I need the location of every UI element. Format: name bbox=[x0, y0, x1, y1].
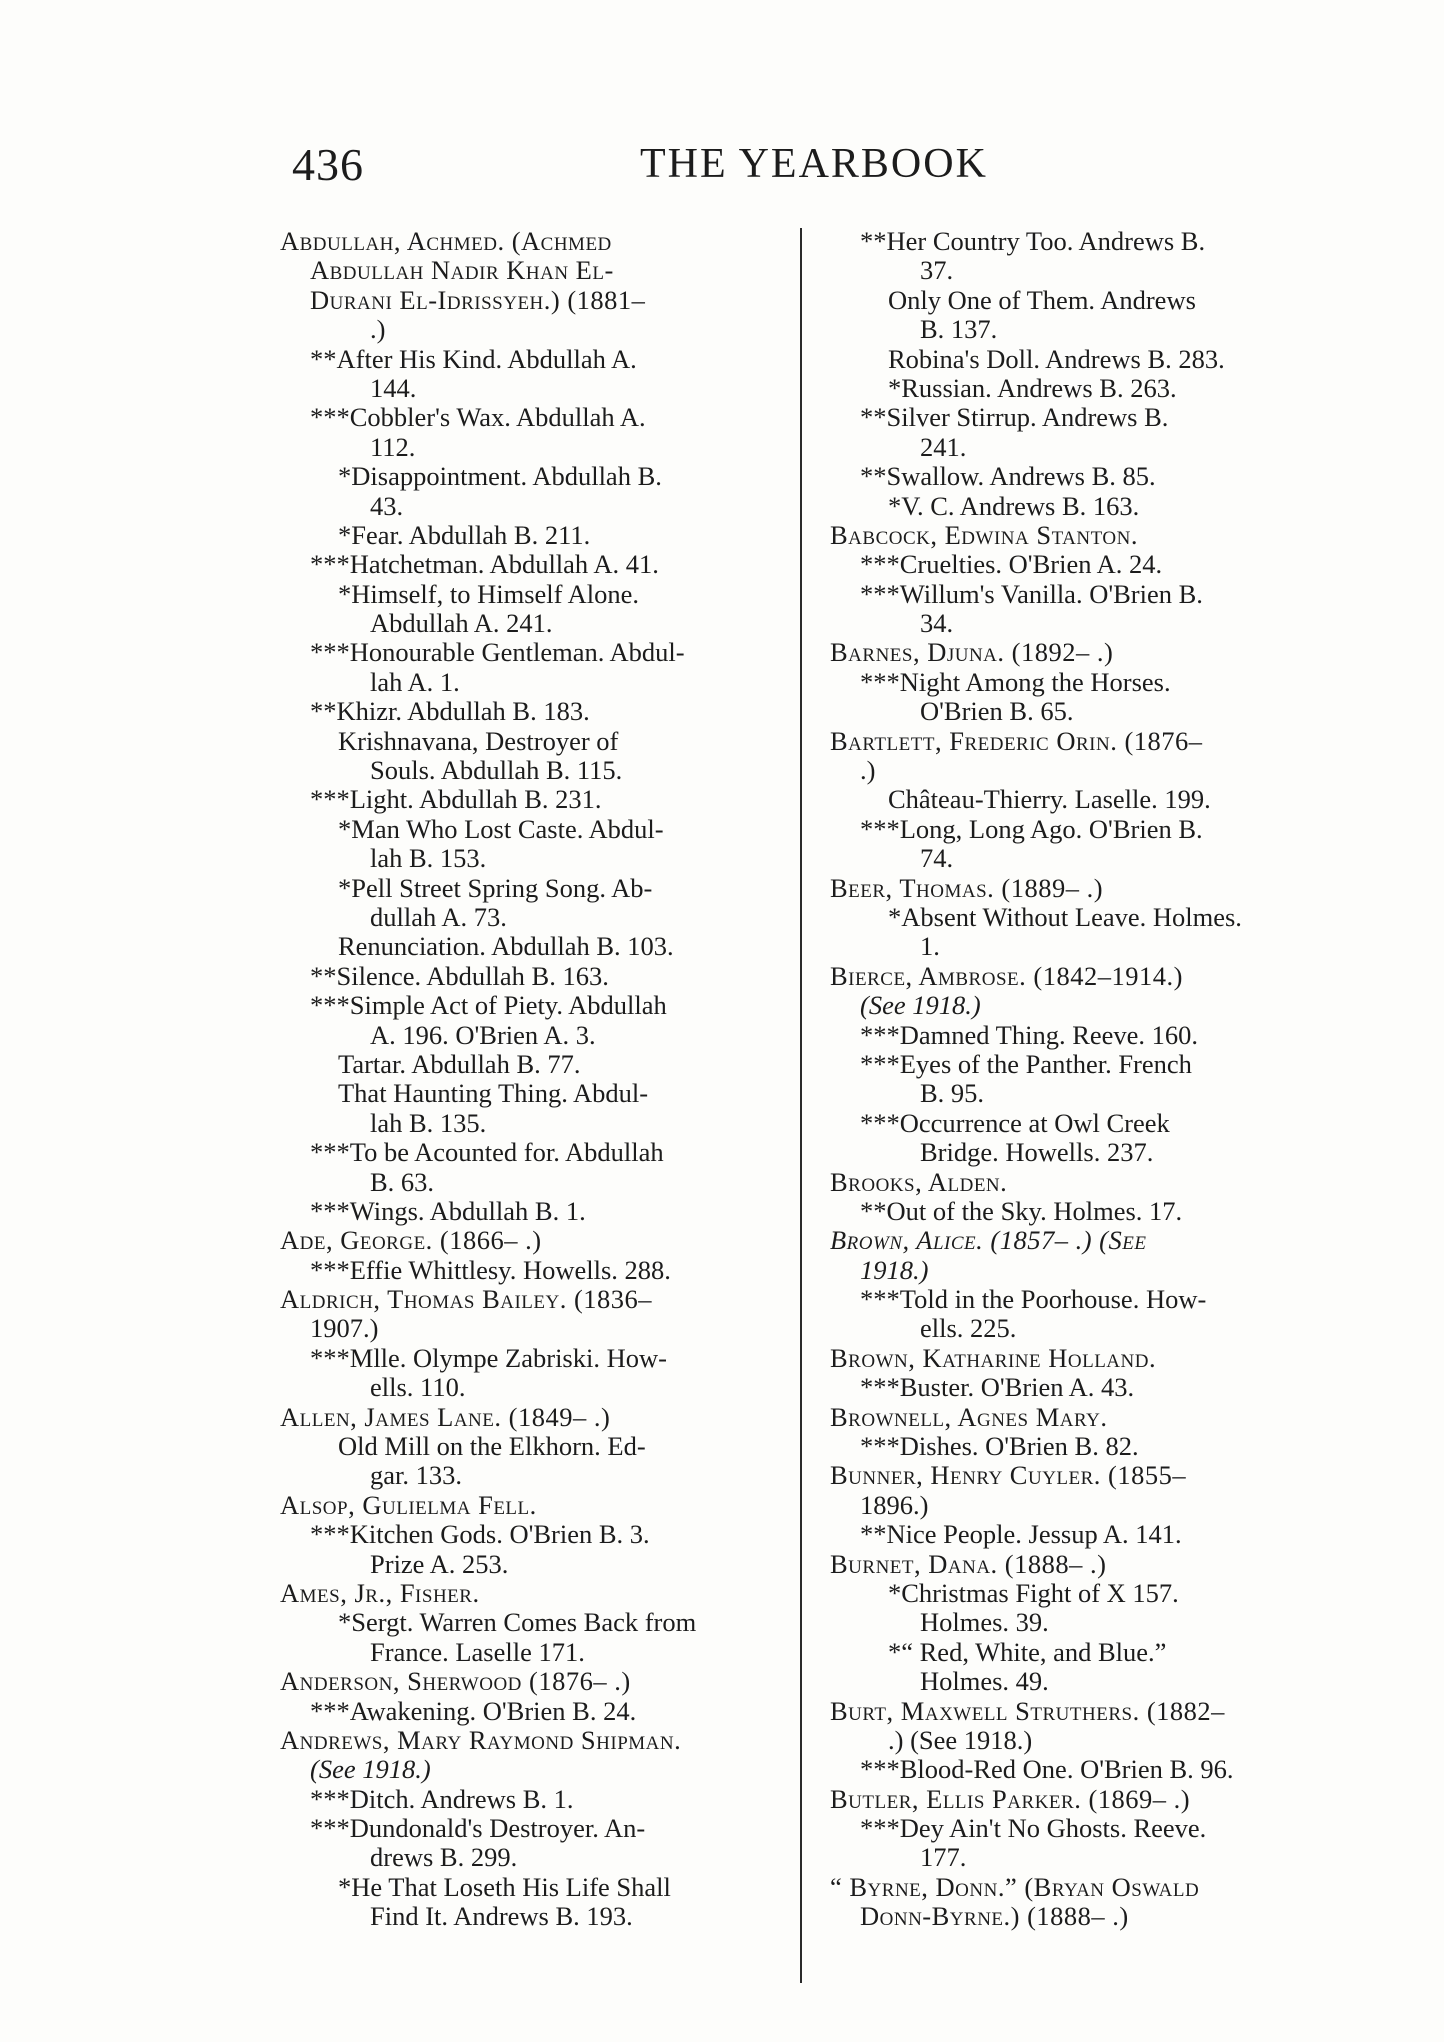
index-line: ***Long, Long Ago. O'Brien B. bbox=[860, 814, 1203, 844]
index-line: **Out of the Sky. Holmes. 17. bbox=[860, 1196, 1183, 1226]
index-line: Ames, Jr., Fisher. bbox=[280, 1578, 480, 1608]
index-line: 1907.) bbox=[310, 1314, 379, 1344]
index-line: Abdullah, Achmed. (Achmed bbox=[280, 227, 612, 256]
index-line: ***Mlle. Olympe Zabriski. How- bbox=[310, 1343, 667, 1373]
index-line: ***Night Among the Horses. bbox=[860, 667, 1171, 697]
index-line: (See 1918.) bbox=[860, 991, 981, 1021]
index-line: *Himself, to Himself Alone. bbox=[338, 579, 640, 609]
index-line: Durani El-Idrissyeh.) (1881– bbox=[310, 285, 646, 315]
index-line: ***Effie Whittlesy. Howells. 288. bbox=[310, 1255, 671, 1285]
index-line: 37. bbox=[920, 256, 954, 286]
index-line: 43. bbox=[370, 491, 404, 521]
index-line: ***Wings. Abdullah B. 1. bbox=[310, 1196, 586, 1226]
index-line: *Christmas Fight of X 157. bbox=[888, 1578, 1179, 1608]
index-line: dullah A. 73. bbox=[370, 902, 507, 932]
index-line: Babcock, Edwina Stanton. bbox=[830, 520, 1138, 550]
index-line: ***Buster. O'Brien A. 43. bbox=[860, 1373, 1135, 1403]
index-line: That Haunting Thing. Abdul- bbox=[338, 1079, 649, 1109]
index-line: Allen, James Lane. (1849– .) bbox=[280, 1402, 611, 1432]
index-line: Old Mill on the Elkhorn. Ed- bbox=[338, 1432, 646, 1462]
index-line: **Khizr. Abdullah B. 183. bbox=[310, 697, 590, 727]
index-line: ***Hatchetman. Abdullah A. 41. bbox=[310, 550, 659, 580]
index-line: Bridge. Howells. 237. bbox=[920, 1138, 1154, 1168]
index-line: 1918.) bbox=[860, 1255, 929, 1285]
index-line: Holmes. 49. bbox=[920, 1667, 1049, 1697]
index-line: lah B. 153. bbox=[370, 844, 487, 874]
index-line: O'Brien B. 65. bbox=[920, 697, 1074, 727]
index-line: ***Honourable Gentleman. Abdul- bbox=[310, 638, 685, 668]
index-line: Brooks, Alden. bbox=[830, 1167, 1008, 1197]
page-number: 436 bbox=[292, 139, 364, 190]
index-line: drews B. 299. bbox=[370, 1843, 518, 1873]
index-line: *Fear. Abdullah B. 211. bbox=[338, 520, 591, 550]
index-line: gar. 133. bbox=[370, 1461, 462, 1491]
index-line: ***Dundonald's Destroyer. An- bbox=[310, 1814, 646, 1844]
index-line: ***Awakening. O'Brien B. 24. bbox=[310, 1696, 637, 1726]
index-line: (See 1918.) bbox=[310, 1755, 431, 1785]
index-line: ***Dishes. O'Brien B. 82. bbox=[860, 1432, 1139, 1462]
index-line: 144. bbox=[370, 373, 417, 403]
index-line: 74. bbox=[920, 844, 954, 874]
index-line: Beer, Thomas. (1889– .) bbox=[830, 873, 1104, 903]
index-line: *Absent Without Leave. Holmes. bbox=[888, 902, 1242, 932]
index-line: ***Cobbler's Wax. Abdullah A. bbox=[310, 403, 646, 433]
index-line: Brown, Alice. (1857– .) (See bbox=[830, 1226, 1147, 1256]
column-divider bbox=[800, 228, 802, 1983]
index-line: **Nice People. Jessup A. 141. bbox=[860, 1520, 1182, 1550]
index-line: ***Light. Abdullah B. 231. bbox=[310, 785, 602, 815]
index-line: .) (See 1918.) bbox=[888, 1725, 1033, 1755]
index-line: ells. 225. bbox=[920, 1314, 1017, 1344]
running-head-title: THE YEARBOOK bbox=[640, 141, 988, 187]
index-line: 34. bbox=[920, 609, 954, 639]
index-line: 177. bbox=[920, 1843, 967, 1873]
index-line: Barnes, Djuna. (1892– .) bbox=[830, 638, 1114, 668]
index-line: ells. 110. bbox=[370, 1373, 466, 1403]
index-line: ***Eyes of the Panther. French bbox=[860, 1049, 1192, 1079]
index-column-right bbox=[830, 227, 1340, 1932]
index-line: Burnet, Dana. (1888– .) bbox=[830, 1549, 1107, 1579]
index-line: Bierce, Ambrose. (1842–1914.) bbox=[830, 961, 1183, 991]
index-line: Anderson, Sherwood (1876– .) bbox=[280, 1667, 631, 1697]
index-line: Bartlett, Frederic Orin. (1876– bbox=[830, 726, 1203, 756]
index-column-left bbox=[280, 227, 785, 1932]
index-line: Aldrich, Thomas Bailey. (1836– bbox=[280, 1285, 653, 1315]
index-line: **Her Country Too. Andrews B. bbox=[860, 227, 1206, 256]
index-line: 1. bbox=[920, 932, 940, 962]
index-line: ***Willum's Vanilla. O'Brien B. bbox=[860, 579, 1203, 609]
index-line: B. 95. bbox=[920, 1079, 985, 1109]
index-line: ***Damned Thing. Reeve. 160. bbox=[860, 1020, 1199, 1050]
index-line: Bunner, Henry Cuyler. (1855– bbox=[830, 1461, 1187, 1491]
index-line: lah B. 135. bbox=[370, 1108, 487, 1138]
index-line: **Silence. Abdullah B. 163. bbox=[310, 961, 609, 991]
index-line: Abdullah Nadir Khan El- bbox=[310, 256, 614, 286]
index-line: *He That Loseth His Life Shall bbox=[338, 1872, 671, 1902]
index-line: *Man Who Lost Caste. Abdul- bbox=[338, 814, 664, 844]
index-line: Brown, Katharine Holland. bbox=[830, 1343, 1157, 1373]
index-line: ***Occurrence at Owl Creek bbox=[860, 1108, 1170, 1138]
index-line: Andrews, Mary Raymond Shipman. bbox=[280, 1725, 682, 1755]
index-line: ***Blood-Red One. O'Brien B. 96. bbox=[860, 1755, 1234, 1785]
index-line: Souls. Abdullah B. 115. bbox=[370, 756, 623, 786]
index-line: Alsop, Gulielma Fell. bbox=[280, 1490, 537, 1520]
index-line: Tartar. Abdullah B. 77. bbox=[338, 1049, 581, 1079]
index-line: Burt, Maxwell Struthers. (1882– bbox=[830, 1696, 1225, 1726]
index-line: ***To be Acounted for. Abdullah bbox=[310, 1138, 664, 1168]
index-line: “ Byrne, Donn.” (Bryan Oswald bbox=[830, 1872, 1200, 1902]
index-line: .) bbox=[370, 315, 386, 345]
index-line: lah A. 1. bbox=[370, 667, 460, 697]
index-line: *Disappointment. Abdullah B. bbox=[338, 462, 662, 492]
index-line: Only One of Them. Andrews bbox=[888, 285, 1196, 315]
index-line: Abdullah A. 241. bbox=[370, 609, 553, 639]
index-line: **Swallow. Andrews B. 85. bbox=[860, 462, 1156, 492]
index-line: Butler, Ellis Parker. (1869– .) bbox=[830, 1784, 1191, 1814]
index-line: .) bbox=[860, 756, 876, 786]
index-line: ***Ditch. Andrews B. 1. bbox=[310, 1784, 574, 1814]
index-line: ***Told in the Poorhouse. How- bbox=[860, 1285, 1207, 1315]
index-line: *“ Red, White, and Blue.” bbox=[888, 1637, 1167, 1667]
index-line: Find It. Andrews B. 193. bbox=[370, 1902, 633, 1932]
index-line: Prize A. 253. bbox=[370, 1549, 509, 1579]
index-line: 1896.) bbox=[860, 1490, 929, 1520]
index-line: Krishnavana, Destroyer of bbox=[338, 726, 619, 756]
index-line: Robina's Doll. Andrews B. 283. bbox=[888, 344, 1225, 374]
index-line: Château-Thierry. Laselle. 199. bbox=[888, 785, 1211, 815]
index-line: France. Laselle 171. bbox=[370, 1637, 585, 1667]
index-line: 241. bbox=[920, 432, 967, 462]
index-line: *Pell Street Spring Song. Ab- bbox=[338, 873, 653, 903]
index-line: Holmes. 39. bbox=[920, 1608, 1049, 1638]
index-line: Ade, George. (1866– .) bbox=[280, 1226, 542, 1256]
index-line: Donn-Byrne.) (1888– .) bbox=[860, 1902, 1129, 1932]
index-line: ***Dey Ain't No Ghosts. Reeve. bbox=[860, 1814, 1207, 1844]
index-line: B. 137. bbox=[920, 315, 998, 345]
index-line: **After His Kind. Abdullah A. bbox=[310, 344, 637, 374]
index-line: **Silver Stirrup. Andrews B. bbox=[860, 403, 1169, 433]
index-line: B. 63. bbox=[370, 1167, 435, 1197]
index-line: ***Cruelties. O'Brien A. 24. bbox=[860, 550, 1163, 580]
index-line: *Russian. Andrews B. 263. bbox=[888, 373, 1177, 403]
index-line: Renunciation. Abdullah B. 103. bbox=[338, 932, 674, 962]
index-line: 112. bbox=[370, 432, 416, 462]
index-line: ***Kitchen Gods. O'Brien B. 3. bbox=[310, 1520, 650, 1550]
index-line: Brownell, Agnes Mary. bbox=[830, 1402, 1108, 1432]
index-line: A. 196. O'Brien A. 3. bbox=[370, 1020, 596, 1050]
index-line: *Sergt. Warren Comes Back from bbox=[338, 1608, 697, 1638]
index-line: ***Simple Act of Piety. Abdullah bbox=[310, 991, 667, 1021]
index-line: *V. C. Andrews B. 163. bbox=[888, 491, 1140, 521]
